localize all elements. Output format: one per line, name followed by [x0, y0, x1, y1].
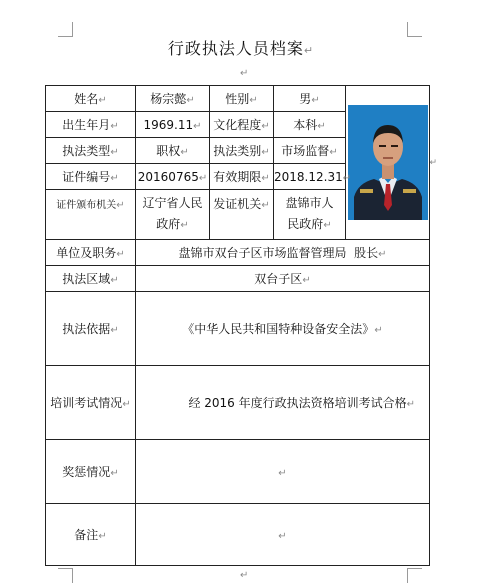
enforcement-basis-value: 《中华人民共和国特种设备安全法》	[182, 322, 375, 336]
name-value-cell	[136, 86, 210, 112]
valid-period-value: 2018.12.31	[274, 169, 343, 184]
training-exam-label: 培训考试情况	[50, 396, 123, 410]
margin-corner-top-left	[58, 22, 73, 37]
remarks-label-cell	[46, 504, 136, 566]
paragraph-mark: ↵	[342, 172, 352, 184]
paragraph-mark: ↵	[303, 44, 315, 57]
enforcement-basis-label-cell	[46, 292, 136, 366]
name-label-cell	[46, 86, 136, 112]
name-value: 杨宗懿	[150, 92, 187, 106]
margin-corner-bottom-right	[407, 568, 422, 583]
enforcement-category-value-cell	[274, 138, 346, 164]
paragraph-mark: ↵	[110, 468, 119, 479]
issuing-org-value-cell	[274, 190, 346, 240]
training-exam-value-cell	[136, 366, 430, 440]
issuing-authority-label-cell	[46, 190, 136, 240]
enforcement-area-value: 双台子区	[254, 272, 303, 286]
enforcement-type-label: 执法类型	[62, 144, 111, 158]
paragraph-mark: ↵	[116, 249, 125, 260]
table-row	[46, 86, 430, 112]
paragraph-mark: ↵	[110, 121, 119, 132]
issuing-org-value-line2: 民政府	[287, 217, 324, 231]
margin-corner-top-right	[407, 22, 422, 37]
page-title	[0, 36, 482, 59]
paragraph-mark: ↵	[110, 147, 119, 158]
table-row	[46, 440, 430, 504]
enforcement-category-value: 市场监督	[281, 144, 330, 158]
education-value: 本科	[293, 118, 318, 132]
table-row	[46, 240, 430, 266]
training-exam-label-cell	[46, 366, 136, 440]
issuing-org-label-cell	[210, 190, 274, 240]
paragraph-mark: ↵	[278, 467, 287, 479]
paragraph-mark: ↵	[429, 157, 437, 168]
gender-value-cell	[274, 86, 346, 112]
table-row	[46, 266, 430, 292]
issuing-authority-label: 证件颁布机关	[56, 200, 117, 211]
enforcement-category-label-cell	[210, 138, 274, 164]
gender-label: 性别	[225, 92, 250, 106]
issuing-org-value-line1: 盘锦市人	[285, 196, 334, 210]
paragraph-mark: ↵	[261, 200, 270, 211]
paragraph-mark: ↵	[406, 399, 415, 410]
paragraph-mark: ↵	[198, 172, 208, 184]
valid-period-label: 有效期限	[213, 170, 262, 184]
issuing-authority-value-line2: 政府	[156, 217, 181, 231]
education-label-cell	[210, 112, 274, 138]
paragraph-mark: ↵	[98, 531, 107, 542]
id-photo	[348, 105, 428, 220]
paragraph-mark: ↵	[261, 173, 270, 184]
gender-label-cell	[210, 86, 274, 112]
education-label: 文化程度	[213, 118, 262, 132]
unit-position-label-cell	[46, 240, 136, 266]
paragraph-mark: ↵	[240, 68, 249, 79]
paragraph-mark: ↵	[122, 399, 131, 410]
paragraph-mark: ↵	[317, 121, 326, 132]
paragraph-mark: ↵	[110, 325, 119, 336]
enforcement-category-label: 执法类别	[213, 144, 262, 158]
margin-corner-bottom-left	[58, 568, 73, 583]
paragraph-mark: ↵	[98, 95, 107, 106]
issuing-org-label: 发证机关	[213, 197, 262, 211]
enforcement-area-value-cell	[136, 266, 430, 292]
valid-period-value-cell	[274, 164, 352, 190]
enforcement-type-label-cell	[46, 138, 136, 164]
issuing-authority-value-cell	[136, 190, 210, 240]
enforcement-area-label: 执法区域	[62, 272, 111, 286]
paragraph-mark: ↵	[180, 147, 189, 158]
paragraph-mark: ↵	[240, 570, 249, 581]
cert-number-value: 20160765	[137, 169, 199, 184]
remarks-value-cell	[136, 504, 430, 566]
valid-period-label-cell	[210, 164, 274, 190]
gender-value: 男	[299, 92, 312, 106]
paragraph-mark: ↵	[110, 275, 119, 286]
enforcement-basis-label: 执法依据	[62, 322, 111, 336]
page-title-text: 行政执法人员档案	[167, 39, 304, 58]
name-label: 姓名	[74, 92, 99, 106]
paragraph-mark: ↵	[261, 121, 270, 132]
cert-number-label-cell	[46, 164, 136, 190]
paragraph-mark: ↵	[329, 147, 338, 158]
paragraph-mark: ↵	[261, 147, 270, 158]
paragraph-mark: ↵	[302, 275, 311, 286]
rewards-penalties-label-cell	[46, 440, 136, 504]
table-row	[46, 292, 430, 366]
paragraph-mark: ↵	[374, 325, 383, 336]
training-exam-value: 经 2016 年度行政执法资格培训考试合格	[188, 396, 407, 410]
cert-number-value-cell	[136, 164, 210, 190]
paragraph-mark: ↵	[116, 200, 125, 211]
paragraph-mark: ↵	[186, 95, 195, 106]
birth-value: 1969.11	[143, 117, 194, 132]
unit-position-value-cell	[136, 240, 430, 266]
paragraph-mark: ↵	[193, 120, 202, 132]
paragraph-mark: ↵	[110, 173, 119, 184]
cert-number-label: 证件编号	[62, 170, 111, 184]
personnel-record-table	[45, 85, 437, 566]
enforcement-basis-value-cell	[136, 292, 430, 366]
unit-position-label: 单位及职务	[56, 246, 117, 260]
paragraph-mark: ↵	[378, 249, 387, 260]
birth-value-cell	[136, 112, 210, 138]
paragraph-mark: ↵	[180, 220, 189, 231]
birth-label: 出生年月	[62, 118, 111, 132]
enforcement-type-value-cell	[136, 138, 210, 164]
person-portrait-image	[348, 105, 428, 220]
table-row	[46, 366, 430, 440]
remarks-label: 备注	[74, 528, 99, 542]
education-value-cell	[274, 112, 346, 138]
photo-cell	[346, 86, 437, 240]
paragraph-mark: ↵	[311, 95, 320, 106]
paragraph-mark: ↵	[323, 220, 332, 231]
paragraph-mark: ↵	[278, 530, 287, 542]
birth-label-cell	[46, 112, 136, 138]
rewards-penalties-value-cell	[136, 440, 430, 504]
paragraph-mark: ↵	[249, 95, 258, 106]
enforcement-type-value: 职权	[156, 144, 181, 158]
unit-position-value: 盘锦市双台子区市场监督管理局 股长	[178, 246, 379, 260]
rewards-penalties-label: 奖惩情况	[62, 465, 111, 479]
table-row	[46, 504, 430, 566]
enforcement-area-label-cell	[46, 266, 136, 292]
issuing-authority-value-line1: 辽宁省人民	[142, 196, 203, 210]
